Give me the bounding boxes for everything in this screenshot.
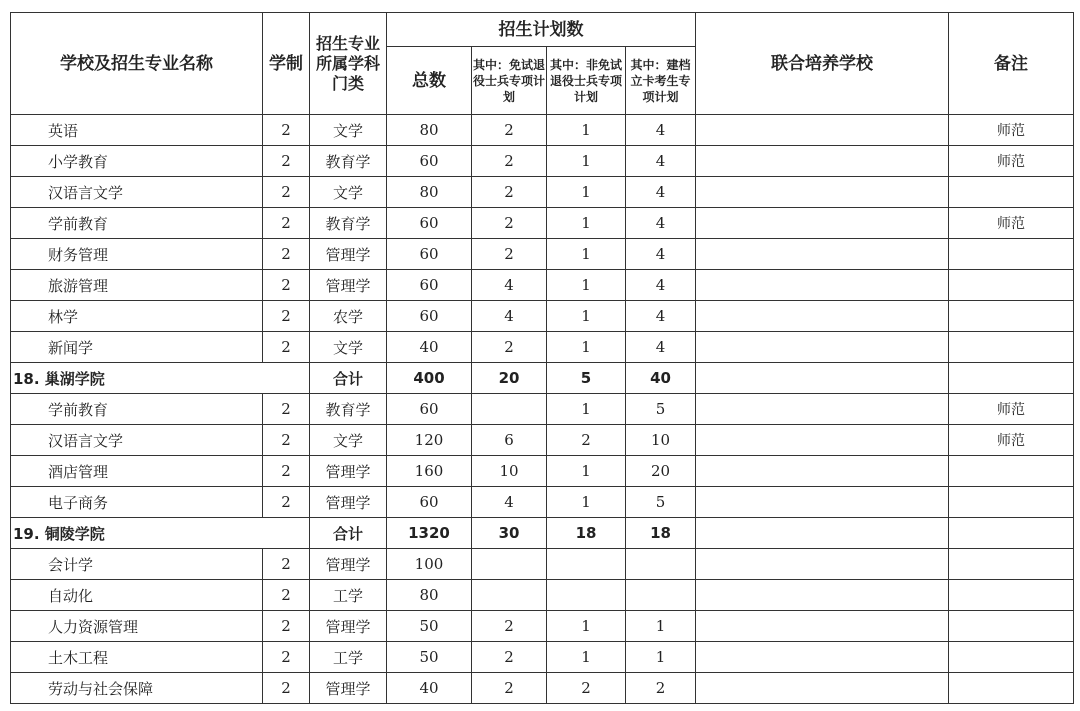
major-name: 土木工程: [11, 642, 263, 673]
category-cell: 教育学: [310, 394, 387, 425]
total-cell: 60: [387, 487, 472, 518]
category-cell: 管理学: [310, 456, 387, 487]
remark-cell: [949, 301, 1074, 332]
category-cell: 工学: [310, 642, 387, 673]
poverty-cell: [626, 549, 696, 580]
table-row: [11, 115, 1074, 146]
table-row: [11, 301, 1074, 332]
major-name: 劳动与社会保障: [11, 673, 263, 704]
table-row: [11, 332, 1074, 363]
total-cell: 60: [387, 394, 472, 425]
remark-cell: 师范: [949, 208, 1074, 239]
poverty-cell: 20: [626, 456, 696, 487]
veteran-nonexempt-cell: 1: [547, 239, 626, 270]
major-name: 林学: [11, 301, 263, 332]
partner-cell: [696, 549, 949, 580]
major-name: 会计学: [11, 549, 263, 580]
veteran-nonexempt-cell: 1: [547, 208, 626, 239]
header-category: 招生专业所属学科门类: [310, 13, 387, 115]
partner-cell: [696, 425, 949, 456]
veteran-exempt-cell: 2: [472, 146, 547, 177]
school-name: 18. 巢湖学院: [11, 363, 310, 394]
duration-cell: 2: [263, 549, 310, 580]
header-partner: 联合培养学校: [696, 13, 949, 115]
duration-cell: 2: [263, 611, 310, 642]
major-name: 学前教育: [11, 394, 263, 425]
veteran-exempt-cell: [472, 580, 547, 611]
remark-cell: [949, 239, 1074, 270]
veteran-nonexempt-cell: 5: [547, 363, 626, 394]
veteran-nonexempt-cell: [547, 549, 626, 580]
veteran-nonexempt-cell: 1: [547, 332, 626, 363]
table-body: [11, 115, 1074, 704]
major-name: 汉语言文学: [11, 177, 263, 208]
partner-cell: [696, 580, 949, 611]
duration-cell: 2: [263, 487, 310, 518]
poverty-cell: 4: [626, 115, 696, 146]
veteran-exempt-cell: 2: [472, 332, 547, 363]
veteran-nonexempt-cell: 1: [547, 301, 626, 332]
partner-cell: [696, 146, 949, 177]
school-total-row: [11, 363, 1074, 394]
header-plan: 招生计划数: [387, 13, 696, 47]
category-cell: 工学: [310, 580, 387, 611]
total-cell: 60: [387, 146, 472, 177]
table-row: [11, 456, 1074, 487]
veteran-nonexempt-cell: 1: [547, 611, 626, 642]
poverty-cell: 4: [626, 146, 696, 177]
veteran-exempt-cell: 20: [472, 363, 547, 394]
category-cell: 管理学: [310, 487, 387, 518]
partner-cell: [696, 177, 949, 208]
poverty-cell: 5: [626, 487, 696, 518]
remark-cell: [949, 549, 1074, 580]
remark-cell: [949, 487, 1074, 518]
major-name: 电子商务: [11, 487, 263, 518]
total-cell: 100: [387, 549, 472, 580]
total-cell: 1320: [387, 518, 472, 549]
veteran-nonexempt-cell: 18: [547, 518, 626, 549]
category-cell: 管理学: [310, 549, 387, 580]
table-row: [11, 611, 1074, 642]
veteran-nonexempt-cell: 1: [547, 146, 626, 177]
header-veteran-nonexempt: 其中：非免试退役士兵专项计划: [547, 47, 626, 115]
total-cell: 50: [387, 642, 472, 673]
poverty-cell: 4: [626, 332, 696, 363]
poverty-cell: [626, 580, 696, 611]
header-veteran-exempt: 其中：免试退役士兵专项计划: [472, 47, 547, 115]
remark-cell: [949, 177, 1074, 208]
total-cell: 60: [387, 239, 472, 270]
subtotal-label: 合计: [310, 518, 387, 549]
veteran-exempt-cell: 4: [472, 270, 547, 301]
category-cell: 文学: [310, 332, 387, 363]
total-cell: 40: [387, 673, 472, 704]
total-cell: 80: [387, 115, 472, 146]
header-duration: 学制: [263, 13, 310, 115]
veteran-nonexempt-cell: 1: [547, 177, 626, 208]
category-cell: 文学: [310, 425, 387, 456]
major-name: 英语: [11, 115, 263, 146]
duration-cell: 2: [263, 208, 310, 239]
poverty-cell: 10: [626, 425, 696, 456]
remark-cell: [949, 363, 1074, 394]
veteran-exempt-cell: 4: [472, 487, 547, 518]
total-cell: 60: [387, 301, 472, 332]
table-row: [11, 549, 1074, 580]
header-remark: 备注: [949, 13, 1074, 115]
veteran-nonexempt-cell: 2: [547, 425, 626, 456]
subtotal-label: 合计: [310, 363, 387, 394]
table-row: [11, 239, 1074, 270]
total-cell: 160: [387, 456, 472, 487]
remark-cell: [949, 673, 1074, 704]
partner-cell: [696, 611, 949, 642]
veteran-nonexempt-cell: 1: [547, 115, 626, 146]
table-row: [11, 642, 1074, 673]
veteran-exempt-cell: 30: [472, 518, 547, 549]
category-cell: 管理学: [310, 673, 387, 704]
major-name: 人力资源管理: [11, 611, 263, 642]
table-row: [11, 673, 1074, 704]
poverty-cell: 4: [626, 301, 696, 332]
remark-cell: [949, 580, 1074, 611]
veteran-exempt-cell: 6: [472, 425, 547, 456]
table-row: [11, 208, 1074, 239]
major-name: 自动化: [11, 580, 263, 611]
partner-cell: [696, 456, 949, 487]
veteran-nonexempt-cell: 1: [547, 642, 626, 673]
partner-cell: [696, 518, 949, 549]
veteran-exempt-cell: 2: [472, 642, 547, 673]
duration-cell: 2: [263, 642, 310, 673]
remark-cell: 师范: [949, 115, 1074, 146]
header-total: 总数: [387, 47, 472, 115]
school-total-row: [11, 518, 1074, 549]
remark-cell: [949, 332, 1074, 363]
duration-cell: 2: [263, 177, 310, 208]
total-cell: 50: [387, 611, 472, 642]
partner-cell: [696, 270, 949, 301]
veteran-exempt-cell: 2: [472, 239, 547, 270]
veteran-nonexempt-cell: 1: [547, 394, 626, 425]
veteran-nonexempt-cell: 2: [547, 673, 626, 704]
total-cell: 80: [387, 177, 472, 208]
veteran-exempt-cell: 2: [472, 177, 547, 208]
veteran-exempt-cell: [472, 394, 547, 425]
total-cell: 60: [387, 208, 472, 239]
poverty-cell: 4: [626, 177, 696, 208]
remark-cell: [949, 270, 1074, 301]
veteran-nonexempt-cell: [547, 580, 626, 611]
partner-cell: [696, 487, 949, 518]
major-name: 新闻学: [11, 332, 263, 363]
veteran-exempt-cell: [472, 549, 547, 580]
table-row: [11, 580, 1074, 611]
poverty-cell: 5: [626, 394, 696, 425]
poverty-cell: 1: [626, 611, 696, 642]
category-cell: 文学: [310, 177, 387, 208]
table-row: [11, 425, 1074, 456]
major-name: 酒店管理: [11, 456, 263, 487]
total-cell: 400: [387, 363, 472, 394]
category-cell: 管理学: [310, 270, 387, 301]
veteran-exempt-cell: 4: [472, 301, 547, 332]
table-row: [11, 270, 1074, 301]
veteran-nonexempt-cell: 1: [547, 456, 626, 487]
category-cell: 教育学: [310, 146, 387, 177]
duration-cell: 2: [263, 456, 310, 487]
remark-cell: [949, 611, 1074, 642]
poverty-cell: 1: [626, 642, 696, 673]
remark-cell: [949, 642, 1074, 673]
veteran-nonexempt-cell: 1: [547, 270, 626, 301]
partner-cell: [696, 394, 949, 425]
veteran-exempt-cell: 2: [472, 673, 547, 704]
major-name: 学前教育: [11, 208, 263, 239]
duration-cell: 2: [263, 301, 310, 332]
poverty-cell: 4: [626, 270, 696, 301]
veteran-exempt-cell: 10: [472, 456, 547, 487]
total-cell: 80: [387, 580, 472, 611]
duration-cell: 2: [263, 270, 310, 301]
poverty-cell: 2: [626, 673, 696, 704]
partner-cell: [696, 239, 949, 270]
table-row: [11, 394, 1074, 425]
partner-cell: [696, 115, 949, 146]
major-name: 旅游管理: [11, 270, 263, 301]
remark-cell: [949, 518, 1074, 549]
veteran-exempt-cell: 2: [472, 115, 547, 146]
header-poverty: 其中：建档立卡考生专项计划: [626, 47, 696, 115]
school-name: 19. 铜陵学院: [11, 518, 310, 549]
table-row: [11, 177, 1074, 208]
duration-cell: 2: [263, 580, 310, 611]
total-cell: 60: [387, 270, 472, 301]
partner-cell: [696, 363, 949, 394]
veteran-exempt-cell: 2: [472, 208, 547, 239]
major-name: 小学教育: [11, 146, 263, 177]
table-row: [11, 487, 1074, 518]
duration-cell: 2: [263, 332, 310, 363]
partner-cell: [696, 673, 949, 704]
category-cell: 教育学: [310, 208, 387, 239]
category-cell: 文学: [310, 115, 387, 146]
remark-cell: [949, 456, 1074, 487]
table-row: [11, 146, 1074, 177]
partner-cell: [696, 301, 949, 332]
partner-cell: [696, 208, 949, 239]
duration-cell: 2: [263, 394, 310, 425]
veteran-exempt-cell: 2: [472, 611, 547, 642]
poverty-cell: 40: [626, 363, 696, 394]
veteran-nonexempt-cell: 1: [547, 487, 626, 518]
enrollment-plan-table: [10, 12, 1074, 704]
partner-cell: [696, 332, 949, 363]
poverty-cell: 4: [626, 208, 696, 239]
poverty-cell: 4: [626, 239, 696, 270]
header-school-major: 学校及招生专业名称: [11, 13, 263, 115]
major-name: 财务管理: [11, 239, 263, 270]
category-cell: 管理学: [310, 239, 387, 270]
duration-cell: 2: [263, 239, 310, 270]
remark-cell: 师范: [949, 425, 1074, 456]
duration-cell: 2: [263, 425, 310, 456]
poverty-cell: 18: [626, 518, 696, 549]
remark-cell: 师范: [949, 394, 1074, 425]
duration-cell: 2: [263, 115, 310, 146]
duration-cell: 2: [263, 146, 310, 177]
partner-cell: [696, 642, 949, 673]
total-cell: 40: [387, 332, 472, 363]
remark-cell: 师范: [949, 146, 1074, 177]
category-cell: 农学: [310, 301, 387, 332]
major-name: 汉语言文学: [11, 425, 263, 456]
duration-cell: 2: [263, 673, 310, 704]
total-cell: 120: [387, 425, 472, 456]
category-cell: 管理学: [310, 611, 387, 642]
